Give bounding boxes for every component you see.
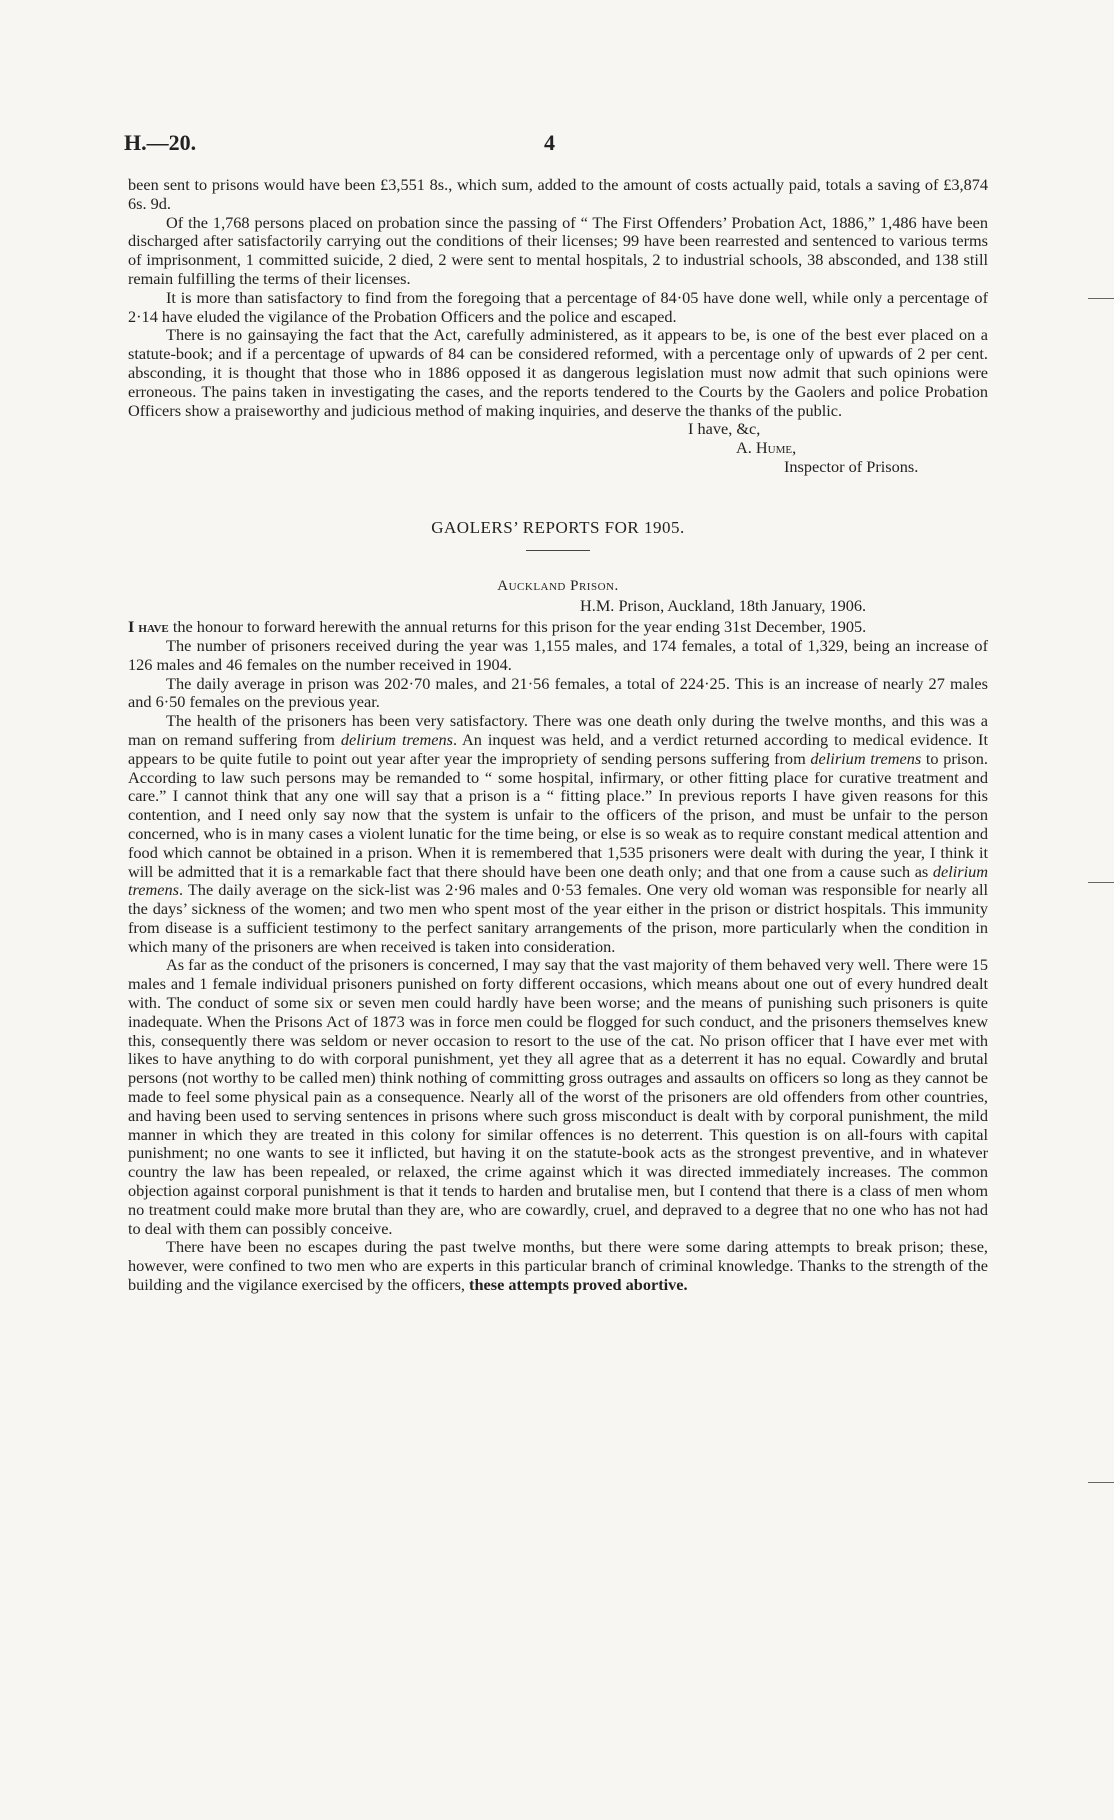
paragraph: The daily average in prison was 202·70 males, and 21·56 females, a total of 224·25. This is an increase of nearly 27 males and 6·50 females on the previous year. [128, 673, 988, 712]
paragraph: been sent to prisons would have been £3,551 8s., which sum, added to the amount of costs actually paid, totals a saving of £3,874 6s. 9d. [128, 175, 988, 213]
paragraph-text: There have been no escapes during the past twelve months, but there were some daring attempts to break prison; these, however, were confined to two men who are experts in this particular branch of criminal knowledge. Thanks to the strength of the building and the vigilance exercised by the officers, [128, 1237, 988, 1295]
margin-mark [1088, 298, 1114, 299]
paragraph: Of the 1,768 persons placed on probation since the passing of “ The First Offenders’ Probation Act, 1886,” 1,486 have been discharged after satisfactorily carrying out the conditions of their licenses; 99 have been rearrested and sentenced to various terms of imprisonment, 1 committed suicide, 2 died, 2 were sent to mental hospitals, 2 to industrial schools, 38 absconded, and 138 still remain fulfilling the terms of their licenses. [128, 212, 988, 288]
paragraph: The number of prisoners received during the year was 1,155 males, and 174 females, a total of 1,329, being an increase of 126 males and 46 females on the number received in 1904. [128, 635, 988, 674]
lead-words: I have [128, 617, 169, 637]
italic-term: delirium tremens [810, 748, 922, 768]
divider [526, 550, 590, 551]
margin-mark [1088, 1482, 1114, 1483]
paragraph [128, 1238, 988, 1294]
paragraph-text: The health of the prisoners has been very satisfactory. There was one death only during the twelve months, and this was a man on remand suffering from [128, 711, 988, 749]
italic-term: delirium tremens [340, 729, 453, 749]
section-title: GAOLERS’ REPORTS FOR 1905. [431, 517, 685, 537]
paragraph-text: . The daily average on the sick-list was 2·96 males and 0·53 females. One very old woman was responsible for nearly all the days’ sickness of the women; and two men who spent most of the year either in the prison or district hospitals. This immunity from disease is a sufficient testimony to the perfect sanitary arrangements of the prison, more particularly when the condition in which many of the prisoners are when received is taken into consideration. [128, 880, 988, 956]
page-number: 4 [544, 130, 555, 155]
margin-mark [1088, 882, 1114, 883]
paragraph [128, 618, 988, 637]
signature-title: Inspector of Prisons. [784, 456, 919, 476]
paragraph-text: these attempts proved abortive. [469, 1275, 688, 1295]
document-body [128, 176, 988, 1295]
section-subtitle: Auckland Prison. [497, 577, 619, 594]
paragraph [128, 712, 988, 956]
paragraph-text: to prison. According to law such persons may be remanded to “ some hospital, infirmary, or other fitting place for curative treatment and care.” I cannot think that any one will say that a prison is a “ fitting place.” In previous reports I have given reasons for this contention, and I need only say now that the system is unfair to the officers of the prison, and must be unfair to the person concerned, who is in many cases a violent lunatic for the time being, or else is so weak as to require constant medical attention and food which cannot be obtained in a prison. When it is remembered that 1,535 prisoners were dealt with during the year, I think it will be admitted that it is a remarkable fact that there should have been one death only; and that one from a cause such as [128, 748, 988, 881]
paragraph-text: . An inquest was held, and a verdict returned according to medical evidence. It appears to be quite futile to point out year after year the impropriety of sending persons suffering from [128, 729, 988, 768]
paragraph: It is more than satisfactory to find from the foregoing that a percentage of 84·05 have done well, while only a percentage of 2·14 have eluded the vigilance of the Probation Officers and the police and escaped. [128, 287, 988, 326]
signature-block [688, 420, 988, 476]
paragraph: There is no gainsaying the fact that the Act, carefully administered, as it appears to be, is one of the best ever placed on a statute-book; and if a percentage of upwards of 84 can be considered reformed, with a percentage only of upwards of 2 per cent. absconding, it is thought that those who in 1886 opposed it as dangerous legislation must now admit that such opinions were erroneous. The pains taken in investigating the cases, and the reports tendered to the Courts by the Gaolers and police Probation Officers show a praiseworthy and judicious method of making inquiries, and deserve the thanks of the public. [128, 325, 988, 420]
signature-closing: I have, &c, [688, 419, 761, 439]
document-reference: H.—20. [124, 130, 197, 155]
italic-term: delirium tremens [128, 861, 988, 900]
paragraph: As far as the conduct of the prisoners is concerned, I may say that the vast majority of them behaved very well. There were 15 males and 1 female individual prisoners punished on forty different occasions, which means about one out of every hundred dealt with. The conduct of some six or seven men could hardly have been worse; and the means of punishing such prisoners is quite inadequate. When the Prisons Act of 1873 was in force men could be flogged for such conduct, and the prisoners themselves knew this, consequently there was seldom or never occasion to resort to the use of the cat. No prison officer that I have ever met with likes to have anything to do with corporal punishment, yet they all agree that as a deterrent it has no equal. Cowardly and brutal persons (not worthy to be called men) think nothing of committing gross outrages and assaults on officers so long as they cannot be made to feel some physical pain as a consequence. Nearly all of the worst of the prisoners are old offenders from other countries, and having been used to serving sentences in prisons where such gross misconduct is dealt with by corporal punishment, the mild manner in which they are treated in this colony for similar offences is no deterrent. This question is on all-fours with capital punishment; no one wants to see it inflicted, but having it on the statute-book acts as the strongest preventive, and in whatever country the law has been repealed, or relaxed, the crime against which it was directed immediately increases. The common objection against corporal punishment is that it tends to harden and brutalise men, but I contend that there is a class of men whom no treatment could make more brutal than they are, who are cowardly, cruel, and depraved to a degree that no one who has not had to deal with them can possibly conceive. [128, 955, 988, 1238]
paragraph-text: the honour to forward herewith the annual returns for this prison for the year ending 31st December, 1905. [168, 617, 867, 637]
signature-name: A. Hume, [736, 438, 797, 458]
dateline: H.M. Prison, Auckland, 18th January, 1906. [580, 596, 867, 616]
